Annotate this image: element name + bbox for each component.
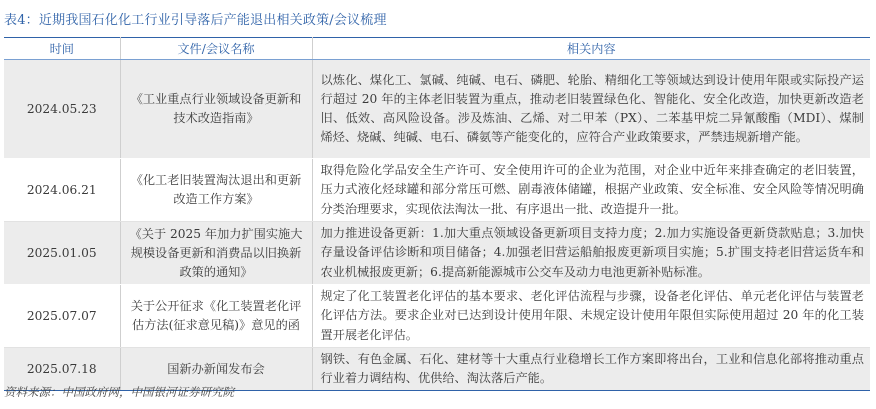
row-content: 钢铁、有色金属、石化、建材等十大重点行业稳增长工作方案即将出台，工业和信息化部将推动重点行业着力调结构、优供给、淘汰落后产能。 <box>312 348 870 391</box>
table-row <box>4 159 870 222</box>
header-doc: 文件/会议名称 <box>120 38 312 60</box>
table-title: 表4：近期我国石化化工行业引导落后产能退出相关政策/会议梳理 <box>4 13 387 28</box>
row-doc-name: 《关于 2025 年加力扩围实施大规模设备更新和消费品以旧换新政策的通知》 <box>120 222 312 285</box>
source-note: 资料来源：中国政府网，中国银河证券研究院 <box>4 385 234 399</box>
header-date: 时间 <box>4 38 120 60</box>
table-row <box>4 222 870 285</box>
row-doc-name: 《工业重点行业领域设备更新和技术改造指南》 <box>120 60 312 159</box>
row-content: 规定了化工装置老化评估的基本要求、老化评估流程与步骤，设备老化评估、单元老化评估与装置老化评估方法。要求企业对已达到设计使用年限、未规定设计使用年限但实际使用超过 20 年的化工装置开展老化评估。 <box>312 285 870 348</box>
table-row <box>4 285 870 348</box>
row-date: 2024.05.23 <box>4 60 120 159</box>
row-date: 2025.07.07 <box>4 285 120 348</box>
row-doc-name: 关于公开征求《化工装置老化评估方法(征求意见稿)》意见的函 <box>120 285 312 348</box>
row-content: 以炼化、煤化工、氯碱、纯碱、电石、磷肥、轮胎、精细化工等领域达到设计使用年限或实际投产运行超过 20 年的主体老旧装置为重点，推动老旧装置绿色化、智能化、安全化改造，加快更新改造老旧、低效、高风险设备。涉及炼油、乙烯、对二甲苯（PX）、二苯基甲烷二异氰酸酯（MDI）、煤制烯烃、烧碱、纯碱、电石、磷氨等产能变化的，应符合产业政策要求，严禁违规新增产能。 <box>312 60 870 159</box>
row-content: 取得危险化学品安全生产许可、安全使用许可的企业为范围，对企业中近年来排查确定的老旧装置，压力式液化烃球罐和部分常压可燃、剧毒液体储罐，根据产业政策、安全标准、安全风险等情况明确分类治理要求，实现依法淘汰一批、有序退出一批、改造提升一批。 <box>312 159 870 222</box>
row-doc-name: 国新办新闻发布会 <box>120 348 312 391</box>
row-doc-name: 《化工老旧装置淘汰退出和更新改造工作方案》 <box>120 159 312 222</box>
header-content: 相关内容 <box>312 38 870 60</box>
policy-table <box>4 37 870 391</box>
row-date: 2025.01.05 <box>4 222 120 285</box>
table-row <box>4 60 870 159</box>
row-content: 加力推进设备更新：1.加大重点领域设备更新项目支持力度；2.加力实施设备更新贷款贴息；3.加快存量设备评估诊断和项目储备；4.加强老旧营运船舶报废更新项目实施；5.扩围支持老旧营运货车和农业机械报废更新；6.提高新能源城市公交车及动力电池更新补贴标准。 <box>312 222 870 285</box>
table-header-row <box>4 38 870 60</box>
row-date: 2024.06.21 <box>4 159 120 222</box>
row-date: 2025.07.18 <box>4 348 120 391</box>
